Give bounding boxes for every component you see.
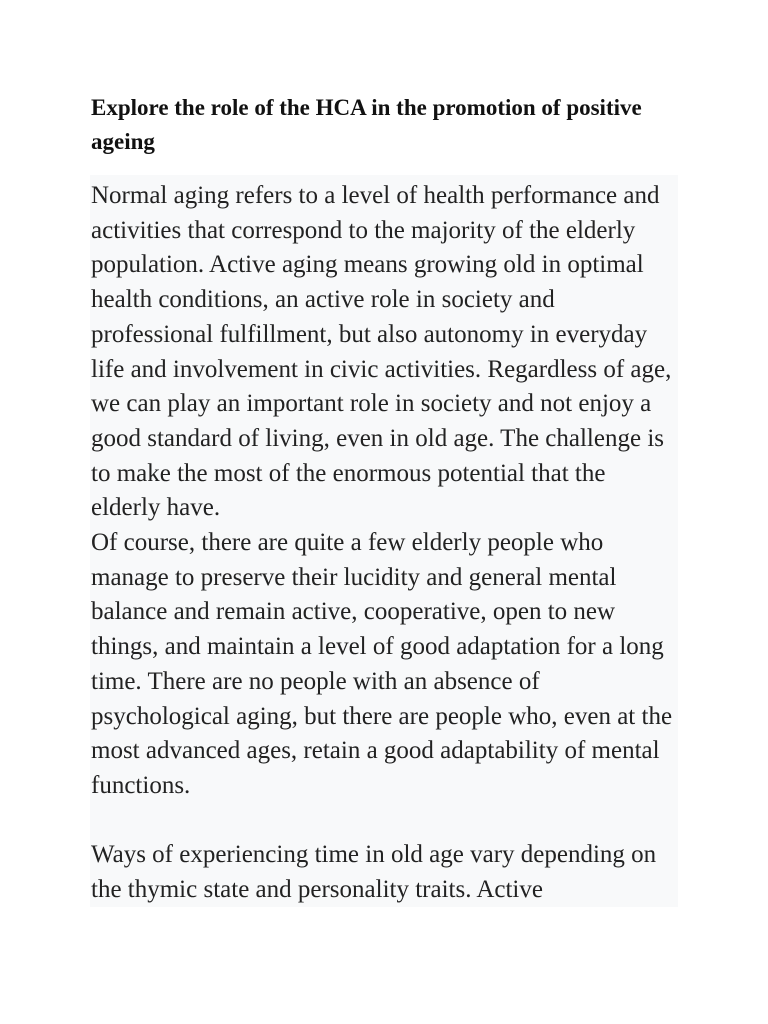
paragraph-2: Of course, there are quite a few elderly people who manage to preserve their lucidity and general mental balance and remain active, cooperative, open to new things, and maintain a level of good adaptation for a long time. There are no people with an absence of psychological aging, but there are people who, even at the most advanced ages, retain a good adaptability of mental functions. [91,529,673,799]
paragraph-3: Ways of experiencing time in old age vary depending on the thymic state and personality traits. Active [91,841,657,904]
body-text [90,175,678,907]
body-text-block [90,175,678,907]
paragraph-spacer [91,804,678,839]
paragraph-1: Normal aging refers to a level of health performance and activities that correspond to the majority of the elderly population. Active aging means growing old in optimal health conditions, an active role in society and professional fulfillment, but also autonomy in everyday life and involvement in civic activities. Regardless of age, we can play an important role in society and not enjoy a good standard of living, even in old age. The challenge is to make the most of the enormous potential that the elderly have. [91,182,672,522]
page-title: Explore the role of the HCA in the promotion of positive ageing [91,95,654,154]
